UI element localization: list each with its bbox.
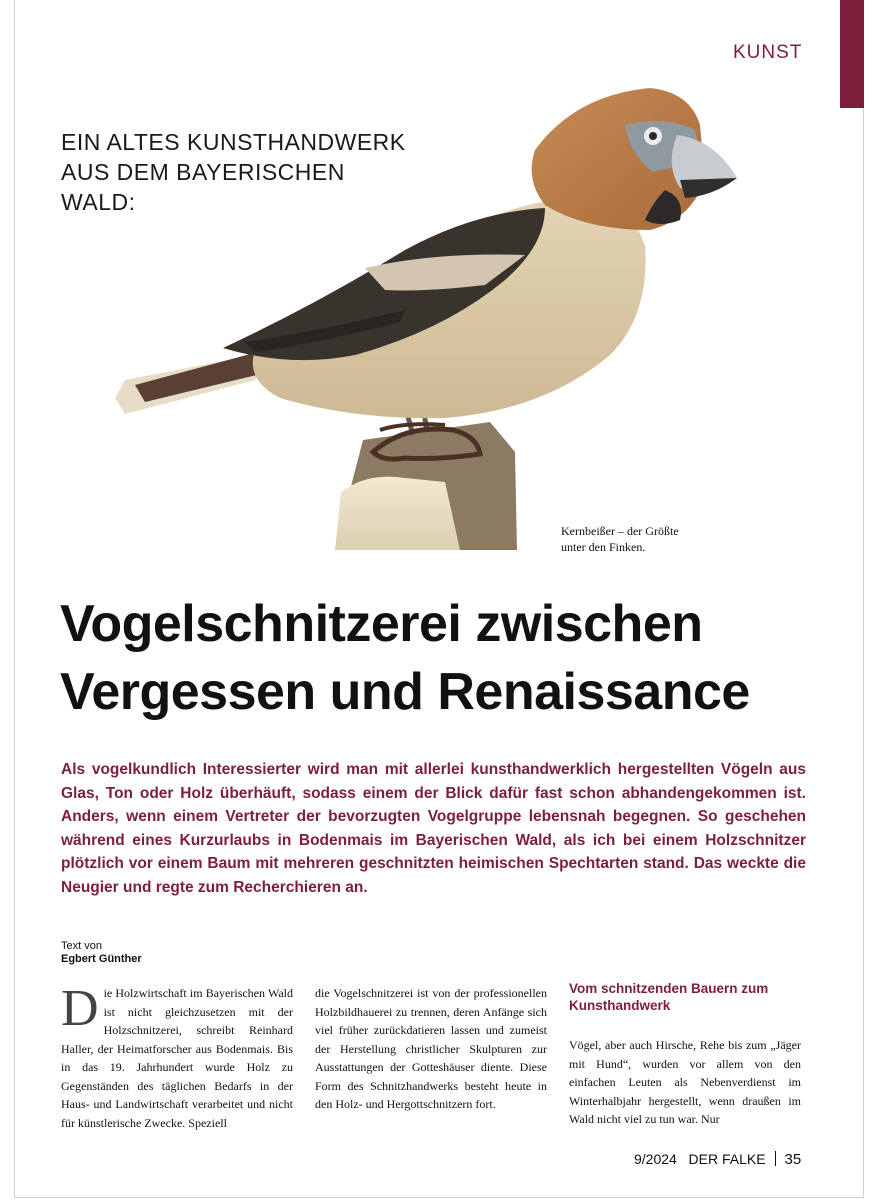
byline-label: Text von <box>61 940 102 952</box>
body-text: die Vogelschnitzerei ist von der professionellen Holzbildhauerei zu trennen, deren Anfänge sich viel früher zurückdatieren lassen und zumeist der Herstellung christlicher Skulpturen zur Ausstattungen der Gotteshäuser diente. Diese Form des Schnitzhandwerks besteht heute in den Holz- und Hergottschnitzern fort. <box>315 986 547 1111</box>
body-column-3 <box>569 981 801 1129</box>
body-column-2 <box>315 984 547 1114</box>
lead-paragraph: Als vogelkundlich Interessierter wird man mit allerlei kunsthandwerklich hergestellten Vögeln aus Glas, Ton oder Holz überhäuft, sodass einem der Blick dafür fast schon abhandengekommen ist. Anders, wenn einem Vertreter der bevorzugten Vogelgruppe lebensnah begegnen. So geschehen während eines Kurzurlaubs in Bodenmais im Bayerischen Wald, als ich bei einem Holzschnitzer plötzlich vor einem Baum mit mehreren geschnitzten heimischen Spechtarten stand. Das weckte die Neugier und regte zum Recherchieren an. <box>61 761 806 896</box>
kicker-line: EIN ALTES KUNSTHANDWERK <box>61 129 406 155</box>
page-number: 35 <box>784 1151 802 1168</box>
caption-line: unter den Finken. <box>561 540 646 554</box>
headline-line: Vergessen und Renaissance <box>60 663 750 721</box>
byline <box>61 940 142 966</box>
body-text: ie Holzwirtschaft im Bayerischen Wald ist nicht gleichzusetzen mit der Holzschnitzerei, schreibt Reinhard Haller, der Heimatforscher aus Bodenmais. Bis in das 19. Jahrhundert wurde Holz zu Gegenständen des täglichen Bedarfs in der Haus- und Landwirtschaft verarbeitet und nicht für künstlerische Zwecke. Speziell <box>61 986 293 1130</box>
body-text: Vögel, aber auch Hirsche, Rehe bis zum „Jäger mit Hund“, wurden vor allem von den einfachen Leuten als Nebenverdienst im Winterhalbjahr hergestellt, wenn draußen im Wald nicht viel zu tun war. Nur <box>569 1038 801 1126</box>
article-kicker <box>61 127 431 217</box>
drop-cap: D <box>61 980 99 1037</box>
kicker-line: WALD: <box>61 189 136 215</box>
article-headline <box>60 590 750 726</box>
body-column-1 <box>61 980 293 1132</box>
issue-number: 9/2024 <box>634 1151 677 1167</box>
kicker-line: AUS DEM BAYERISCHEN <box>61 159 345 185</box>
subheading: Vom schnitzenden Bauern zum Kunsthandwerk <box>569 981 769 1013</box>
footer-separator <box>775 1151 776 1166</box>
section-label: KUNST <box>733 42 803 63</box>
section-accent-bar <box>840 0 864 108</box>
headline-line: Vogelschnitzerei zwischen <box>60 595 703 653</box>
magazine-name: DER FALKE <box>688 1151 766 1167</box>
photo-caption <box>561 523 679 555</box>
byline-author: Egbert Günther <box>61 953 142 965</box>
page-footer <box>634 1151 801 1168</box>
caption-line: Kernbeißer – der Größte <box>561 524 679 538</box>
